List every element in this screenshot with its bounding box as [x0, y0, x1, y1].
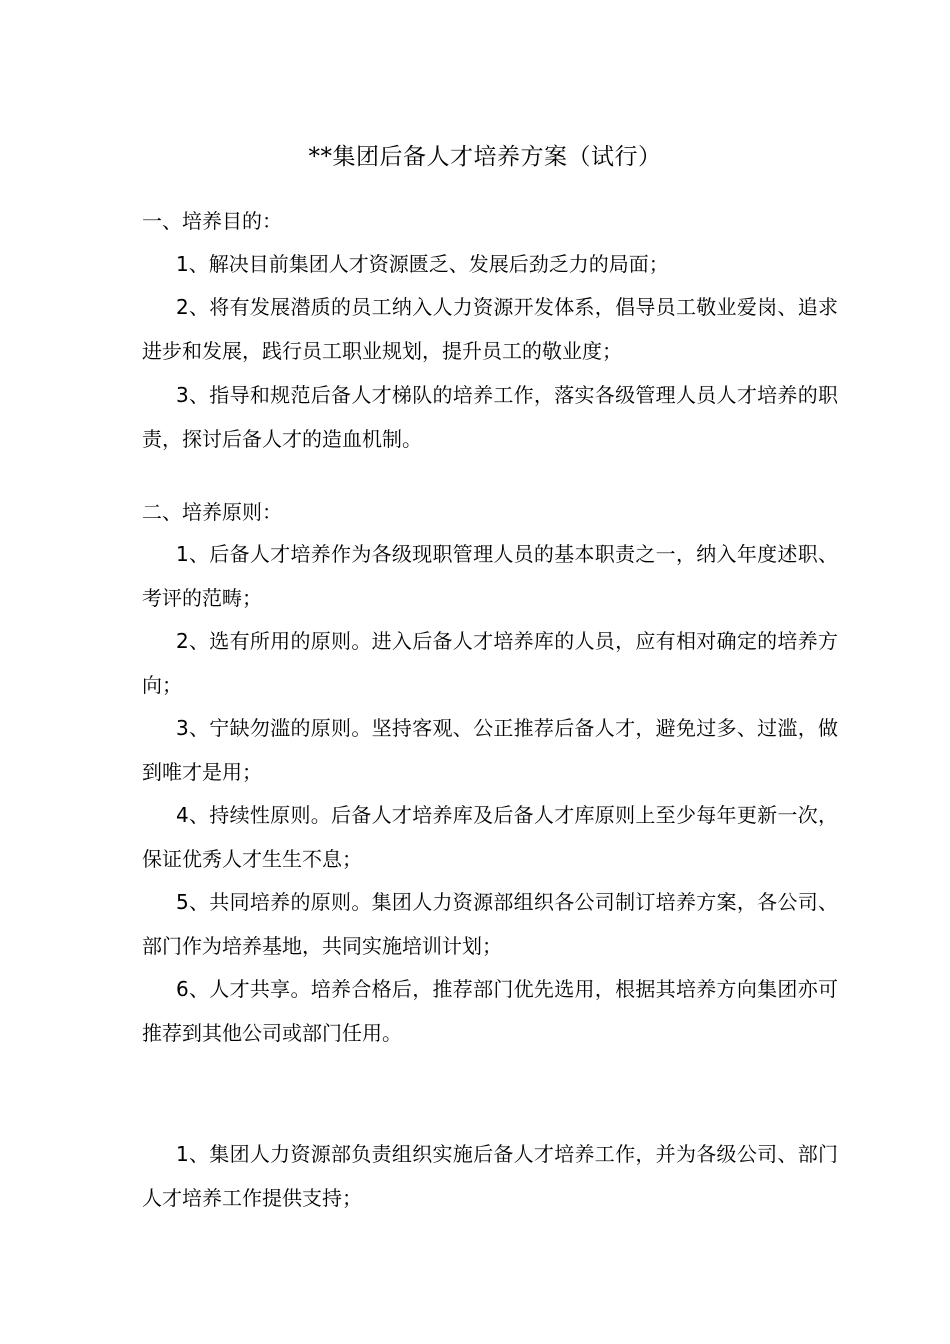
principle-item-1: 1、后备人才培养作为各级现职管理人员的基本职责之一，纳入年度述职、考评的范畴；: [142, 542, 838, 610]
page-title: **集团后备人才培养方案（试行）: [308, 144, 662, 170]
principle-item-3: 3、宁缺勿滥的原则。坚持客观、公正推荐后备人才，避免过多、过滥，做到唯才是用；: [142, 716, 838, 784]
purpose-item-1: 1、解决目前集团人才资源匮乏、发展后劲乏力的局面；: [176, 252, 669, 276]
purpose-item-3: 3、指导和规范后备人才梯队的培养工作，落实各级管理人员人才培养的职责，探讨后备人才的造血机制。: [142, 383, 838, 451]
section-heading-purpose: 一、培养目的：: [142, 209, 282, 233]
section-heading-principles: 二、培养原则：: [142, 500, 282, 524]
principle-item-2: 2、选有所用的原则。进入后备人才培养库的人员，应有相对确定的培养方向；: [142, 629, 838, 697]
principle-item-5: 5、共同培养的原则。集团人力资源部组织各公司制订培养方案，各公司、部门作为培养基地，共同实施培训计划；: [142, 890, 838, 958]
principle-item-4: 4、持续性原则。后备人才培养库及后备人才库原则上至少每年更新一次，保证优秀人才生生不息；: [142, 803, 838, 871]
responsibility-item-1: 1、集团人力资源部负责组织实施后备人才培养工作，并为各级公司、部门人才培养工作提供支持；: [142, 1142, 838, 1210]
purpose-item-2: 2、将有发展潜质的员工纳入人力资源开发体系，倡导员工敬业爱岗、追求进步和发展，践行员工职业规划，提升员工的敬业度；: [142, 295, 838, 363]
principle-item-6: 6、人才共享。培养合格后，推荐部门优先选用，根据其培养方向集团亦可推荐到其他公司或部门任用。: [142, 977, 838, 1045]
